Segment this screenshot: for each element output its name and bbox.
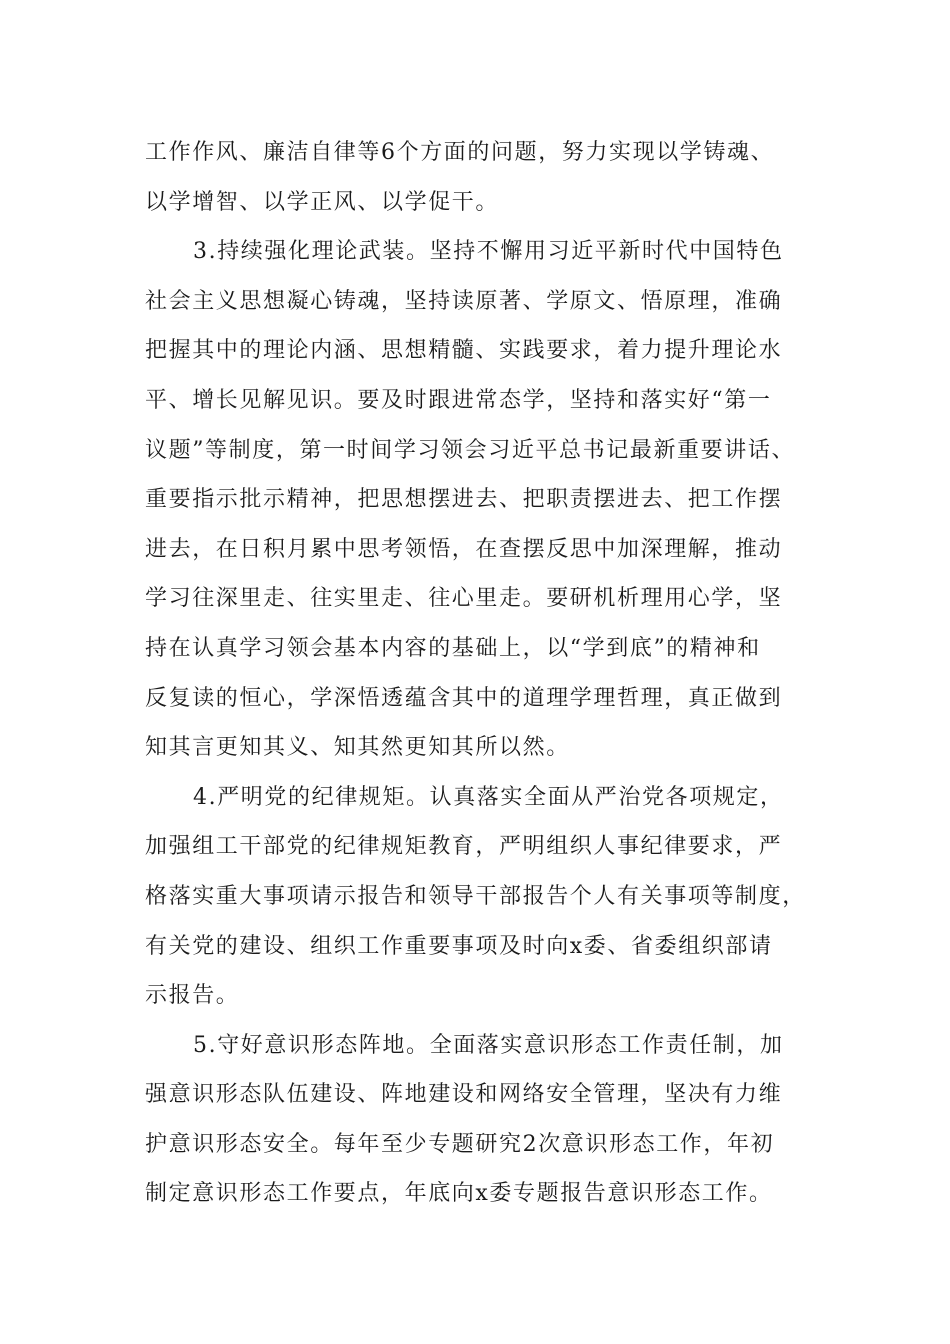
body-line: 学习往深里走、往实里走、往心里走。要研机析理用心学，坚	[145, 586, 783, 612]
body-line: 以学增智、以学正风、以学促干。	[145, 189, 500, 215]
body-line: 强意识形态队伍建设、阵地建设和网络安全管理，坚决有力维	[145, 1082, 783, 1108]
section-heading-line: 3.持续强化理论武装。坚持不懈用习近平新时代中国特色	[193, 239, 784, 265]
body-line: 制定意识形态工作要点，年底向x委专题报告意识形态工作。	[145, 1181, 773, 1207]
body-line: 社会主义思想凝心铸魂，坚持读原著、学原文、悟原理，准确	[145, 288, 783, 314]
body-line: 进去，在日积月累中思考领悟，在查摆反思中加深理解，推动	[145, 536, 783, 562]
body-line: 知其言更知其义、知其然更知其所以然。	[145, 735, 570, 761]
body-line: 反复读的恒心，学深悟透蕴含其中的道理学理哲理，真正做到	[145, 685, 783, 711]
body-line: 重要指示批示精神，把思想摆进去、把职责摆进去、把工作摆	[145, 487, 783, 513]
body-line: 格落实重大事项请示报告和领导干部报告个人有关事项等制度，	[145, 883, 806, 909]
body-line: 把握其中的理论内涵、思想精髓、实践要求，着力提升理论水	[145, 338, 783, 364]
section-heading-line: 5.守好意识形态阵地。全面落实意识形态工作责任制，加	[193, 1032, 784, 1058]
body-line: 议题”等制度，第一时间学习领会习近平总书记最新重要讲话、	[145, 437, 796, 463]
body-line: 平、增长见解见识。要及时跟进常态学，坚持和落实好“第一	[145, 387, 772, 413]
document-body	[145, 128, 805, 1219]
body-line: 加强组工干部党的纪律规矩教育，严明组织人事纪律要求，严	[145, 834, 783, 860]
body-line: 持在认真学习领会基本内容的基础上，以“学到底”的精神和	[145, 635, 761, 661]
body-line: 护意识形态安全。每年至少专题研究2次意识形态工作，年初	[145, 1131, 775, 1157]
body-line: 工作作风、廉洁自律等6个方面的问题，努力实现以学铸魂、	[145, 140, 775, 165]
body-line: 示报告。	[145, 983, 240, 1009]
section-heading-line: 4.严明党的纪律规矩。认真落实全面从严治党各项规定，	[193, 784, 784, 810]
body-line: 有关党的建设、组织工作重要事项及时向x委、省委组织部请	[145, 933, 773, 959]
